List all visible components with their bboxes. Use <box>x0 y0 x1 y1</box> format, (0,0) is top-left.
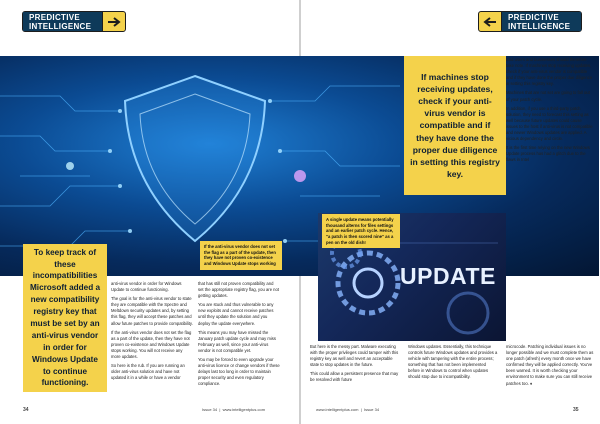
paragraph: This could allow a persistent presence that may be resolved with future <box>310 371 399 383</box>
paragraph: that has still not proven compatibility and set the appropriate registry flag, you are not getting updates. <box>198 281 280 299</box>
paragraph: So here is the rub. If you are running an older anti-virus solution and have not updated it in a while or have a vendor <box>111 363 185 381</box>
body-column-c <box>310 344 400 387</box>
paragraph: It is the first time relying on the new Windows Update process has had a glitch due to the flaws in Intel <box>506 145 590 163</box>
footer-right-meta: www.intelligentplus.com | Issue 34 <box>316 407 380 412</box>
issue-label: Issue 34 <box>202 407 218 412</box>
issue-label: Issue 34 <box>363 407 380 412</box>
body-column-right-top <box>506 57 594 167</box>
footer-right <box>573 407 579 413</box>
image-caption-left: If the anti-virus vendor does not set the flag as a part of the update, then they have not proven co-existence and Windows Update stops working <box>200 241 282 270</box>
page-number-left: 34 <box>23 407 29 413</box>
paragraph: Machines that are not set are going to fall out of your patch cycle. <box>506 90 590 102</box>
footer-left-meta: Issue 34 | www.intelligentplus.com <box>202 407 266 412</box>
body-column-d <box>408 344 498 384</box>
paragraph: In addition, if you use a third-party patch solution, they need to forecast this setting as well because future updates could cause issues to the host if anti-virus is not compatible and newer Windows updates are applied. A vicious dependency and circle. <box>506 105 593 142</box>
paragraph: You may be forced to even upgrade your anti-virus licence or change vendors if these delays last too long in order to maintain proper security and even regulatory compliance. <box>198 357 280 387</box>
section-tab-label: PREDICTIVE INTELLIGENCE <box>501 12 581 31</box>
paragraph: You are stuck and thus vulnerable to any new exploits and cannot receive patches until they update the solution and you deploy the update everywhere. <box>198 302 274 326</box>
paragraph: Windows updates. Essentially, this technique controls future Windows updates and provides a vehicle with tampering with the entire process; something that has not been implemented before in Windows to control when updates should stop due to incompatibility. <box>408 344 498 380</box>
image-caption-right: A single update means potentially thousand alterns for files settings and an earlier patch cycle. Hence, "a patch is then scored nine" as a pen on the old dish! <box>322 214 400 248</box>
footer-left <box>23 407 29 413</box>
section-tab-label: PREDICTIVE INTELLIGENCE <box>23 12 103 31</box>
paragraph: If the anti-virus vendor does not set the flag as a part of the update, then they have not proven co-existence and Windows Update stops working. You will not receive any more updates. <box>111 329 192 360</box>
body-column-b <box>198 281 280 391</box>
arrow-left-icon <box>479 12 501 31</box>
site-url: www.intelligentplus.com <box>316 407 359 412</box>
paragraph: This means you may have missed the January patch update cycle and may miss February as well, since your anti-virus vendor is not compatible yet. <box>198 329 276 353</box>
arrow-right-icon <box>103 12 125 31</box>
paragraph: microcode. Patching individual issues is no longer possible and we must complete them as one patch (afresh) every month once we have confirmed they will be applied correctly. You've been warned. It is worth checking your environment to make sure you can still receive patches too. ♦ <box>506 344 594 386</box>
pull-quote-left: To keep track of these incompatibilities Microsoft added a new compatibility registry key that must be set by an anti-virus vendor in order for Windows Update to continue functioning. <box>23 244 107 392</box>
paragraph: anti-virus vendor in order for Windows Update to continue functioning. <box>111 281 182 293</box>
paragraph: The goal is for the anti-virus vendor to state they are compatible with the Spectre and Meltdown security updates and, by setting this flag, they will accept these patches and allow future patches to provide compatibility. <box>111 296 193 326</box>
site-url: www.intelligentplus.com <box>222 407 266 412</box>
page-number-right: 35 <box>573 407 579 413</box>
pull-quote-right: If machines stop receiving updates, check if your anti-virus vendor is compatible and if they have done the proper due diligence in setting this registry key. <box>404 56 506 195</box>
update-word: UPDATE <box>400 263 496 289</box>
paragraph: But here is the messy part. Malware executing with the proper privileges could tamper with this registry key as well and revert an acceptable state to stop updates in the future. <box>310 344 399 368</box>
section-tab-left <box>22 11 126 32</box>
paragraph: End users and businesses should therefore take note. If machines stop receiving updates, check if your anti-virus vendor is compatible and if they have done the proper due diligence in setting this registry key. <box>506 57 593 87</box>
body-column-e <box>506 344 594 390</box>
section-tab-right <box>478 11 582 32</box>
body-column-a <box>111 281 193 384</box>
